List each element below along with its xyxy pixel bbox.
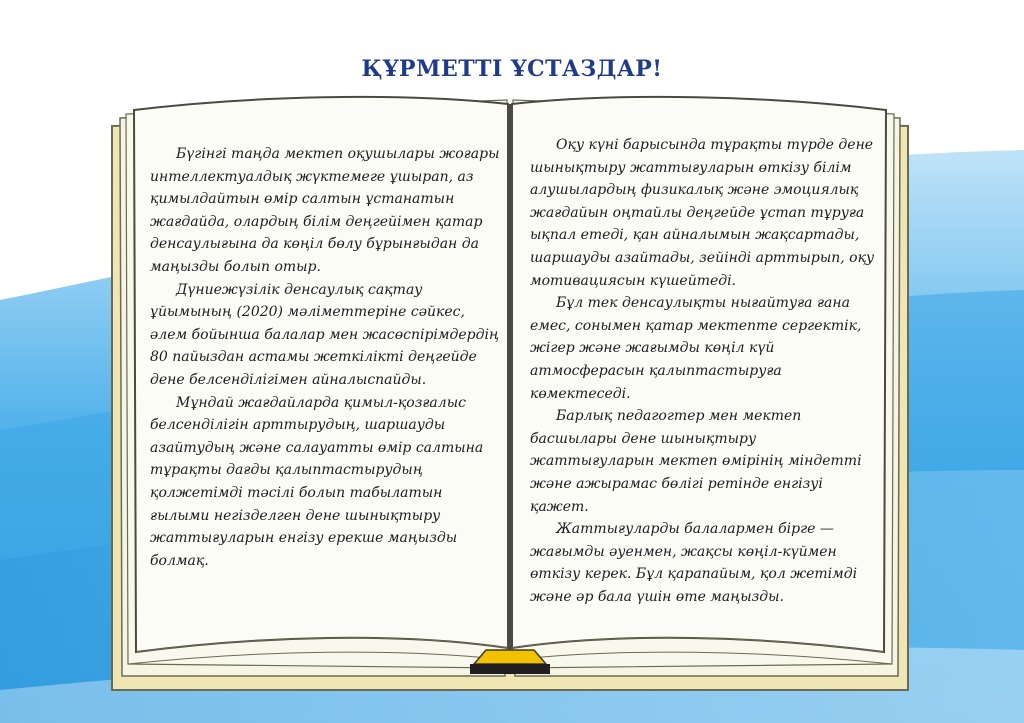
left-paragraph-2: Дүниежүзілік денсаулық сақтау ұйымының (2020) мәліметтеріне сәйкес, әлем бойынша балалар мен жасөспірімдердің 80 пайыздан астамы жеткілікті деңгейде дене белсенділігімен айналыспайды.	[150, 281, 499, 388]
page-title: ҚҰРМЕТТІ ҰСТАЗДАР!	[361, 56, 663, 82]
left-paragraph-1: Бүгінгі таңда мектеп оқушылары жоғары интеллектуалдық жүктемеге ұшырап, аз қимылдайтын өмір салтын ұстанатын жағдайда, олардың білім деңгейімен қатар денсаулығына да көңіл бөлу бұрынғыдан да маңызды болып отыр.	[150, 146, 500, 275]
left-page-text	[150, 143, 502, 572]
right-paragraph-3: Барлық педагогтер мен мектеп басшылары дене шынықтыру жаттығуларын мектеп өмірінің міндетті және ажырамас бөлігі ретінде енгізуі қажет.	[530, 408, 862, 515]
right-page-text	[530, 134, 882, 608]
right-paragraph-2: Бұл тек денсаулықты нығайтуға ғана емес, сонымен қатар мектепте сергектік, жігер және жағымды көңіл күй атмосферасын қалыптастыруға көмектеседі.	[530, 295, 862, 402]
left-paragraph-3: Мұндай жағдайларда қимыл-қозғалыс белсенділігін арттырудың, шаршауды азайтудың және салауатты өмір салтына тұрақты дағды қалыптастырудың қолжетімді тәсілі болып табылатын ғылыми негізделген дене шынықтыру жаттығуларын енгізу ерекше маңызды болмақ.	[150, 394, 484, 569]
right-paragraph-1: Оқу күні барысында тұрақты түрде дене шынықтыру жаттығуларын өткізу білім алушылардың физикалық және эмоциялық жағдайын оңтайлы деңгейде ұстап тұруға ықпал етеді, қан айналымын жақсартады, шаршауды азайтады, зейінді арттырып, оқу мотивациясын күшейтеді.	[530, 137, 875, 289]
right-paragraph-4: Жаттығуларды балалармен бірге — жағымды әуенмен, жақсы көңіл-күймен өткізу керек. Бұл қарапайым, қол жетімді және әр бала үшін өте маңызды.	[530, 521, 858, 605]
